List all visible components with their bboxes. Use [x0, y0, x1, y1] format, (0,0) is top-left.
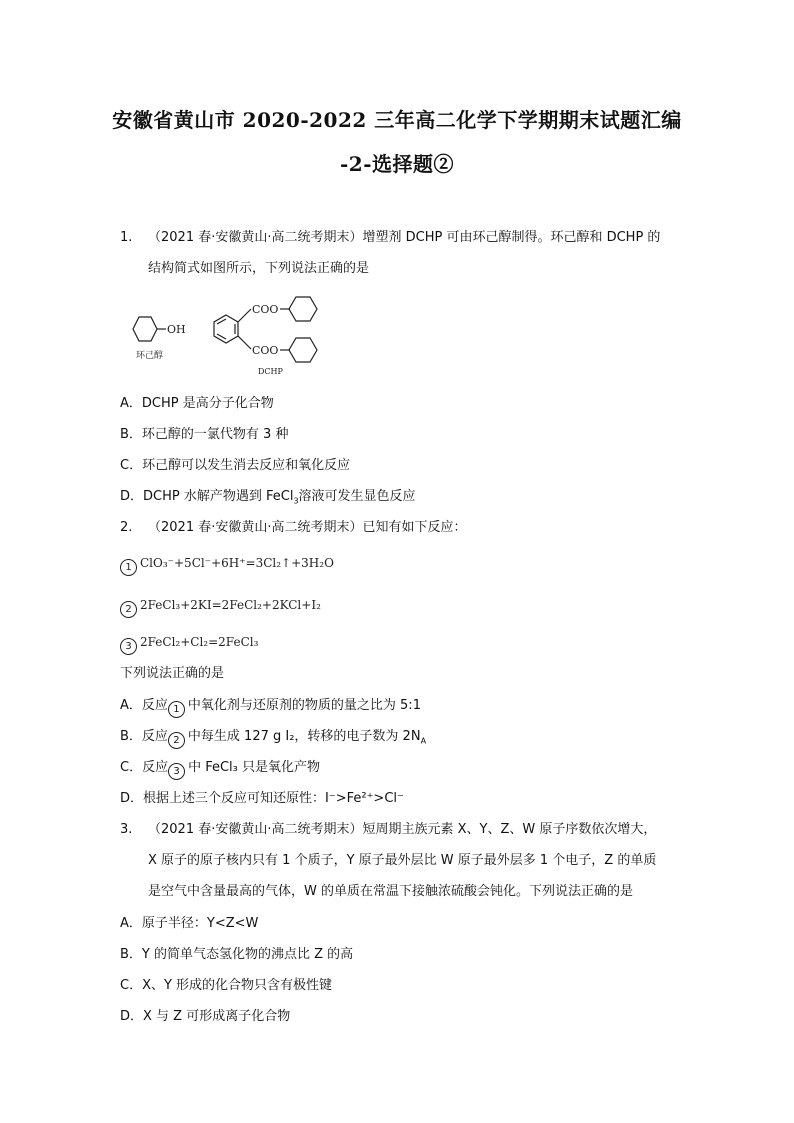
hydroxyl-group-label: OH	[167, 323, 186, 336]
question-3-stem: （2021 春·安徽黄山·高二统考期末）短周期主族元素 X、Y、Z、W 原子序数依次增大，	[148, 822, 657, 837]
question-3-number: 3.	[120, 822, 133, 837]
cyclohexanol-label: 环己醇	[136, 351, 164, 361]
question-1-option-c: C．环己醇可以发生消去反应和氧化反应	[120, 458, 351, 473]
question-3-option-d: D．X 与 Z 可形成离子化合物	[120, 1009, 291, 1024]
reaction-3: 3 2FeCl₂+Cl₂=2FeCl₃	[120, 633, 258, 655]
circled-number-2: 2	[120, 601, 137, 618]
cyclohexanol-structure	[133, 317, 166, 341]
circled-number-1: 1	[168, 701, 185, 718]
question-1-stem: （2021 春·安徽黄山·高二统考期末）增塑剂 DCHP 可由环己醇制得。环己醇和 DCHP 的	[148, 230, 661, 245]
question-3-stem-cont-2: 是空气中含量最高的气体，W 的单质在常温下接触浓硫酸会钝化。下列说法正确的是	[148, 884, 633, 899]
circled-number-2: 2	[168, 732, 185, 749]
question-2-number: 2.	[120, 520, 133, 535]
question-1-option-d: D．DCHP 水解产物遇到 FeCl$_3$溶液可发生显色反应	[120, 489, 416, 506]
question-1-number: 1.	[120, 230, 133, 245]
reaction-1: 1 ClO₃⁻+5Cl⁻+6H⁺=3Cl₂↑+3H₂O	[120, 554, 334, 576]
question-3-option-b: B．Y 的简单气态氢化物的沸点比 Z 的高	[120, 947, 354, 962]
question-2-option-b: B．反应 2 中每生成 127 g I₂，转移的电子数为 $2N_A$	[120, 728, 426, 751]
circled-number-1: 1	[120, 559, 137, 576]
question-3-stem-cont: X 原子的原子核内只有 1 个质子，Y 原子最外层比 W 原子最外层多 1 个电子，Z 的单质	[148, 853, 657, 868]
question-2-option-a: A．反应 1 中氧化剂与还原剂的物质的量之比为 5:1	[120, 697, 421, 718]
document-title-line1: 安徽省黄山市 2020-2022 三年高二化学下学期期末试题汇编	[112, 108, 682, 132]
question-2-option-c: C．反应 3 中 FeCl₃ 只是氧化产物	[120, 759, 320, 780]
dchp-label: DCHP	[258, 367, 283, 376]
question-2-prompt: 下列说法正确的是	[120, 666, 225, 681]
ester-group-label-bottom: COO	[252, 344, 279, 357]
document-title-line2: -2-选择题②	[339, 152, 455, 176]
question-3-option-c: C．X、Y 形成的化合物只含有极性键	[120, 978, 333, 993]
circled-number-3: 3	[168, 763, 185, 780]
ester-group-label-top: COO	[252, 303, 279, 316]
circled-number-3: 3	[120, 638, 137, 655]
reaction-2: 2 2FeCl₃+2KI=2FeCl₂+2KCl+I₂	[120, 596, 321, 618]
question-1-option-a: A．DCHP 是高分子化合物	[120, 396, 274, 411]
question-3-option-a: A．原子半径：Y<Z<W	[120, 916, 259, 931]
structure-figure	[118, 292, 348, 382]
question-1-stem-cont: 结构简式如图所示，下列说法正确的是	[148, 261, 370, 276]
question-2-option-d: D．根据上述三个反应可知还原性：I⁻>Fe²⁺>Cl⁻	[120, 791, 404, 806]
question-2-stem: （2021 春·安徽黄山·高二统考期末）已知有如下反应：	[148, 520, 467, 535]
question-1-option-b: B．环己醇的一氯代物有 3 种	[120, 427, 289, 442]
